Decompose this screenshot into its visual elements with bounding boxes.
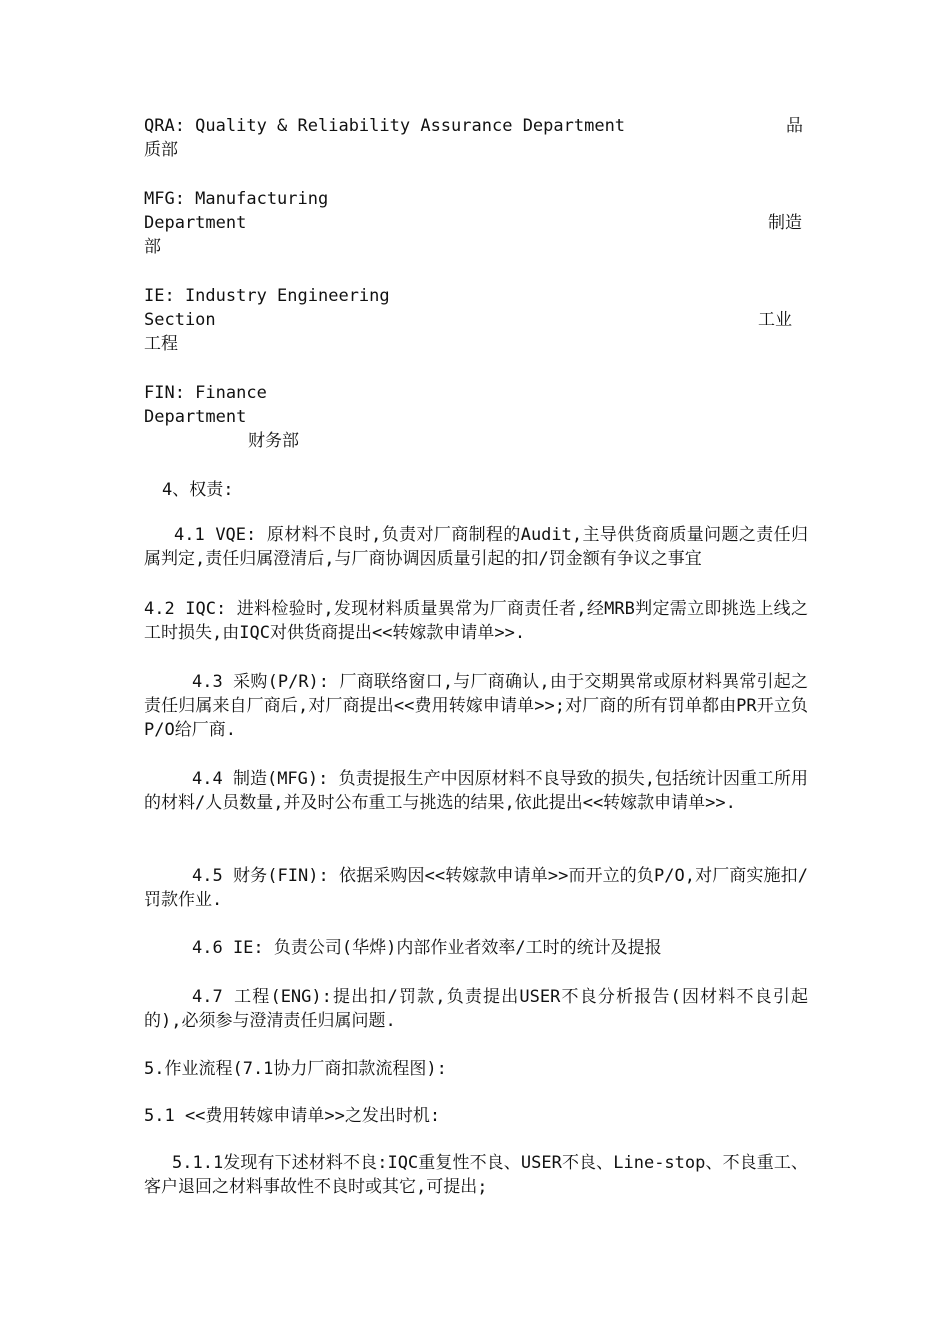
para-5-1-1: 5.1.1发现有下述材料不良:IQC重复性不良、USER不良、Line-stop、不良重工、客户退回之材料事故性不良时或其它,可提出;: [144, 1153, 808, 1197]
para-4-7-engineering: 4.7 工程(ENG):提出扣/罚款,负责提出USER不良分析报告(因材料不良引起的),必须参与澄清责任归属问题.: [144, 987, 808, 1031]
para-4-6-ie: 4.6 IE: 负责公司(华烨)内部作业者效率/工时的统计及提报: [192, 938, 662, 958]
section5-1-heading: 5.1 <<费用转嫁申请单>>之发出时机:: [144, 1106, 441, 1126]
fin-definition-line2: Department: [144, 407, 247, 427]
ie-definition-line2: Section: [144, 310, 216, 330]
mfg-definition-line2: Department: [144, 213, 247, 233]
section4-heading: 4、权责:: [162, 480, 234, 500]
qra-zh-part1: 品: [786, 116, 803, 136]
fin-definition-line1: FIN: Finance: [144, 383, 267, 403]
fin-zh: 财务部: [248, 431, 299, 451]
para-4-1-vqe: 4.1 VQE: 原材料不良时,负责对厂商制程的Audit,主导供货商质量问题之责任归属判定,责任归属澄清后,与厂商协调因质量引起的扣/罚金额有争议之事宜: [144, 525, 808, 569]
ie-zh-part1: 工业: [758, 310, 792, 330]
qra-definition: QRA: Quality & Reliability Assurance Department: [144, 116, 626, 136]
para-4-2-iqc: 4.2 IQC: 进料检验时,发现材料质量異常为厂商责任者,经MRB判定需立即挑选上线之工时损失,由IQC对供货商提出<<转嫁款申请单>>.: [144, 599, 808, 643]
mfg-zh-part1: 制造: [768, 213, 802, 233]
ie-zh-part2: 工程: [144, 334, 178, 354]
qra-zh-part2: 质部: [144, 140, 178, 160]
para-4-3-purchasing: 4.3 采购(P/R): 厂商联络窗口,与厂商确认,由于交期異常或原材料異常引起之责任归属来自厂商后,对厂商提出<<费用转嫁申请单>>;对厂商的所有罚单都由PR开立负P/O给厂商.: [144, 672, 808, 740]
mfg-zh-part2: 部: [144, 237, 161, 257]
para-4-4-manufacturing: 4.4 制造(MFG): 负责提报生产中因原材料不良导致的损失,包括统计因重工所用的材料/人员数量,并及时公布重工与挑选的结果,依此提出<<转嫁款申请单>>.: [144, 769, 808, 813]
ie-definition-line1: IE: Industry Engineering: [144, 286, 390, 306]
section5-heading: 5.作业流程(7.1协力厂商扣款流程图):: [144, 1059, 447, 1079]
mfg-definition-line1: MFG: Manufacturing: [144, 189, 329, 209]
para-4-5-finance: 4.5 财务(FIN): 依据采购因<<转嫁款申请单>>而开立的负P/O,对厂商实施扣/罚款作业.: [144, 866, 808, 910]
